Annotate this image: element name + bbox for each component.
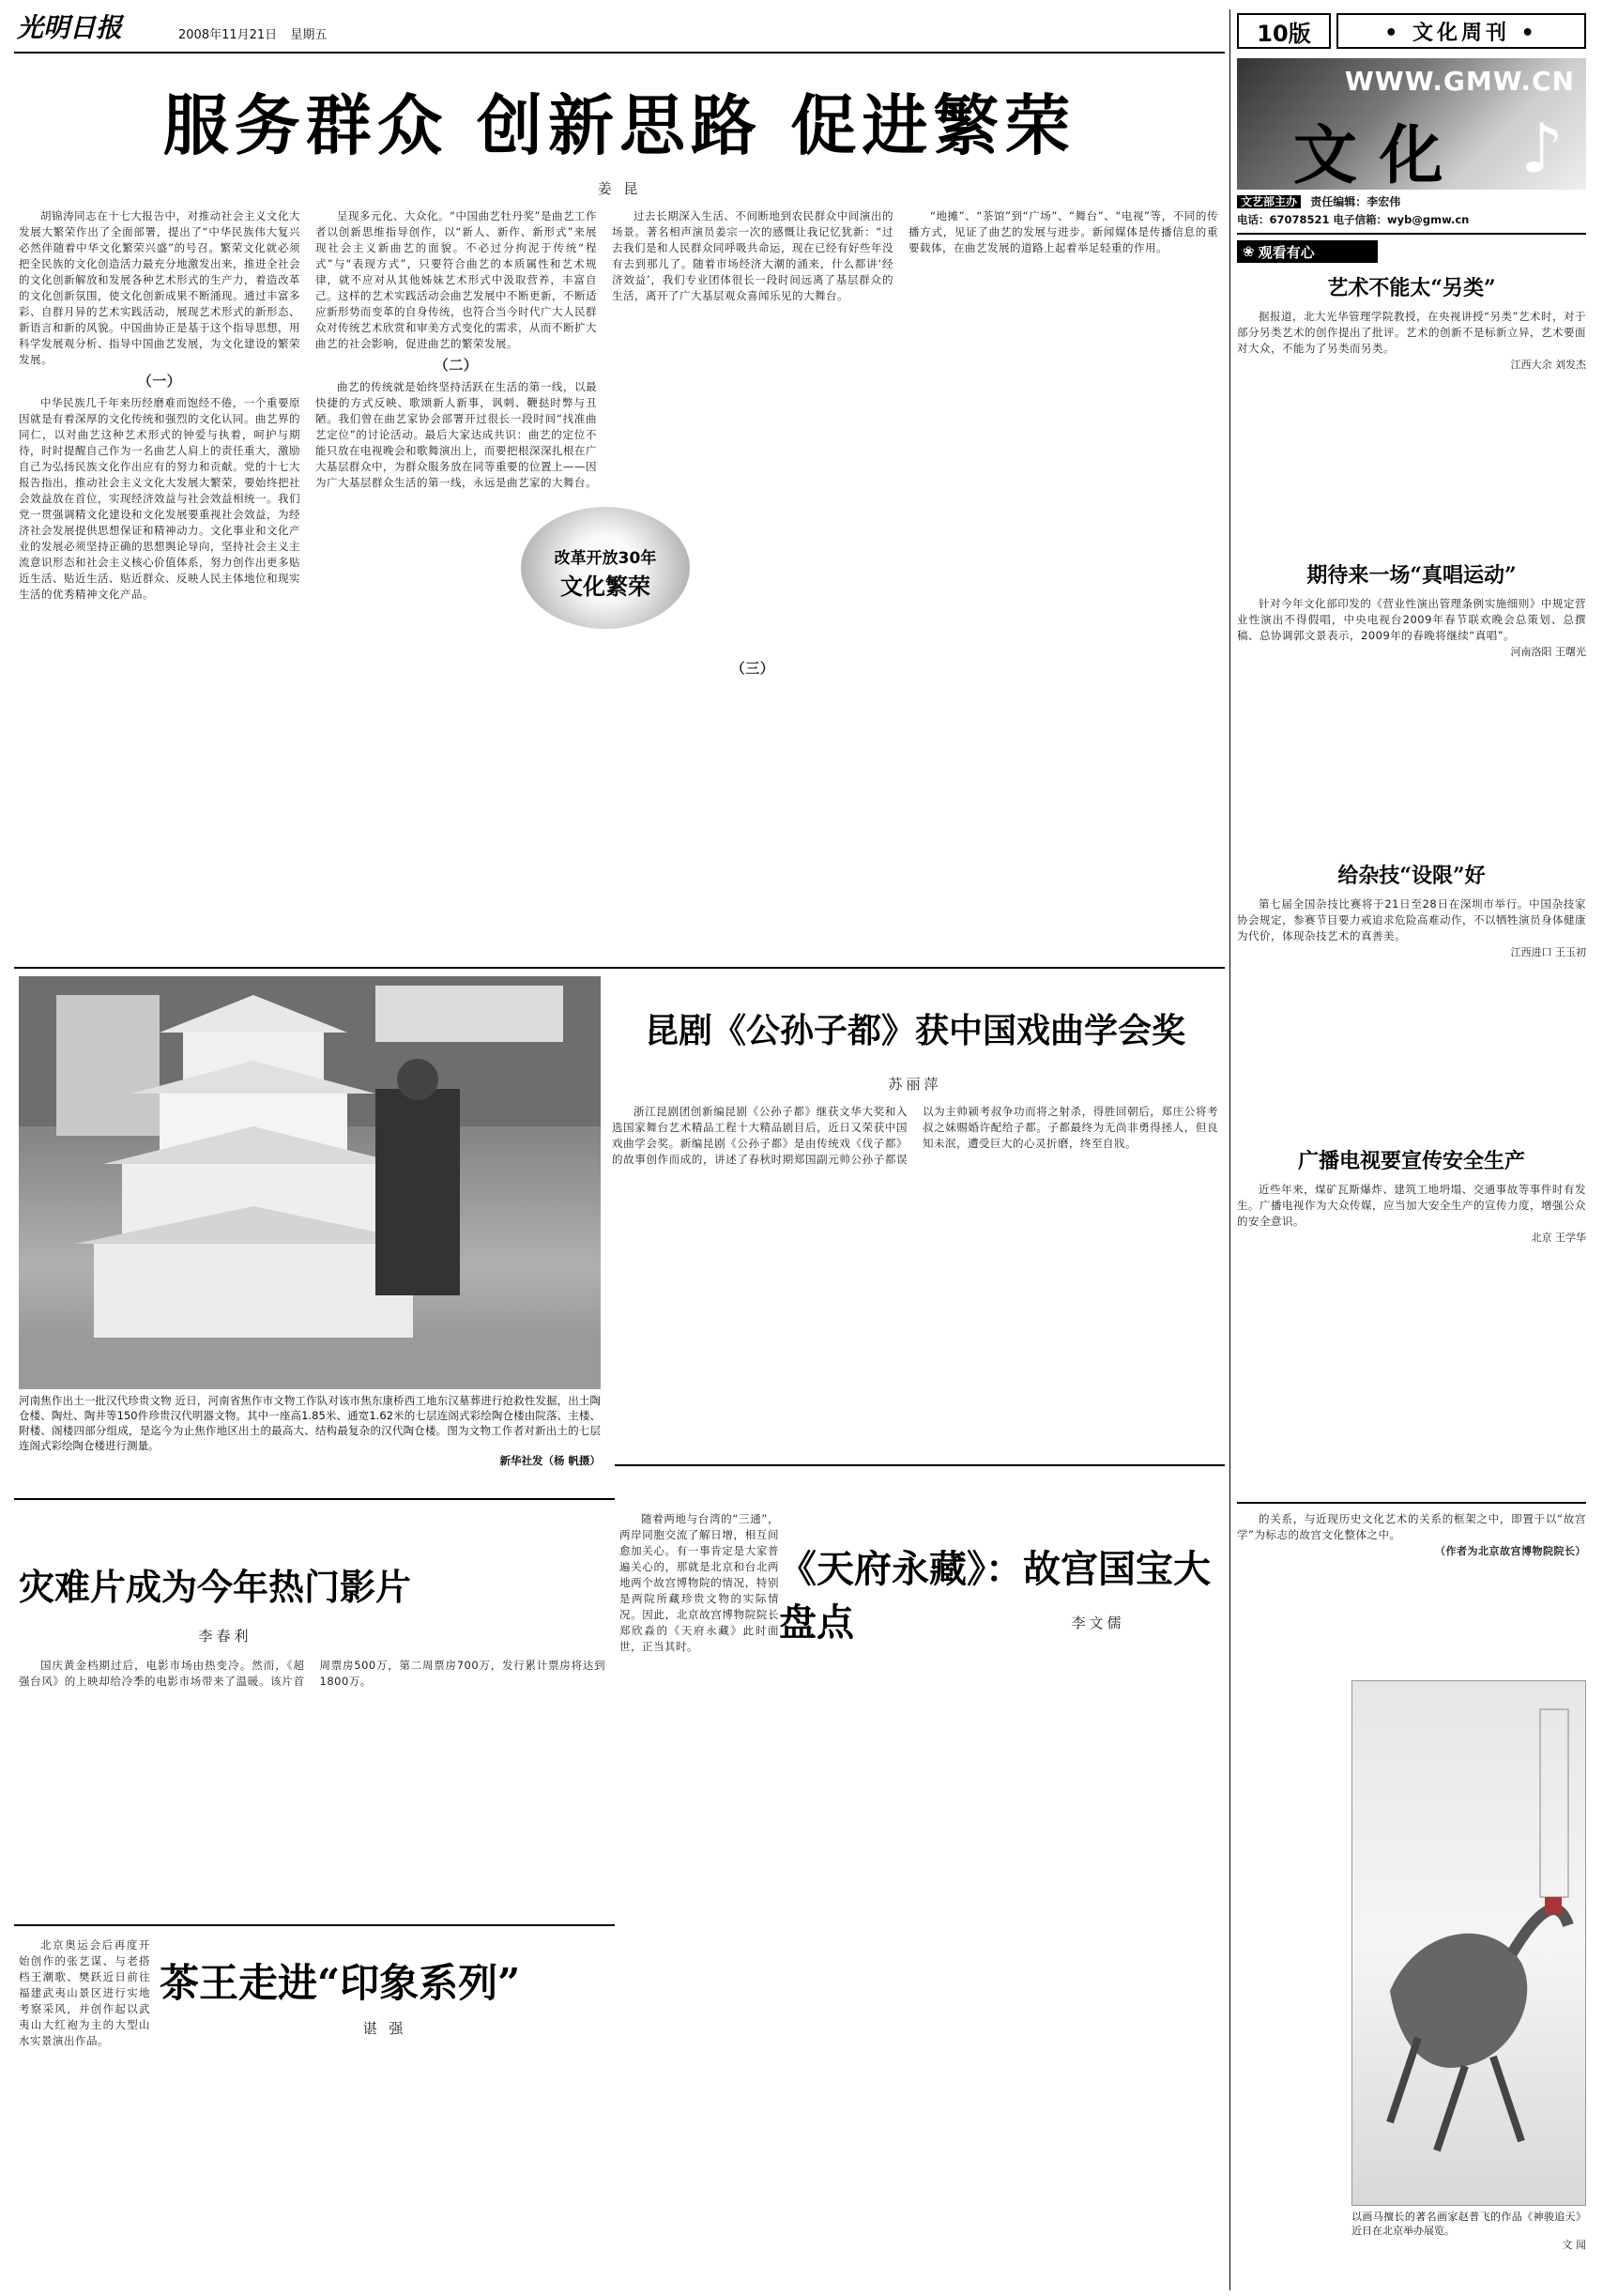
mid-rule-right (615, 1464, 1225, 1466)
reform-badge-title: 改革开放30年 (554, 549, 657, 568)
sidebar-item-2 (1237, 559, 1586, 850)
sidebar-divider (1229, 9, 1230, 2290)
story3-author: 李春利 (198, 1628, 252, 1645)
mid-rule (14, 1498, 615, 1500)
newspaper-logo: 光明日报 (17, 12, 123, 43)
story4-author: 李文儒 (1071, 1615, 1125, 1631)
flower-icon: ❀ (1243, 243, 1255, 260)
painting-sig: 文 闻 (1562, 2239, 1586, 2251)
lead-col1b-text: 中华民族几千年来历经磨难而饱经不倦，一个重要原因就是有着深厚的文化传统和强烈的文化认同。曲艺界的同仁，以对曲艺这种艺术形式的钟爱与执着，呵护与期待，时时提醒自己作为一名曲艺人肩上的责任重大，激励自己为弘扬民族文化作出应有的努力和贡献。党的十七大报告指出，推动社会主义文化大发展大繁荣，要始终把社会效益放在首位，实现经济效益与社会效益相统一。我们党一贯强调精文化建设和文化发展要重视社会效益，为经济社会发展提供思想保证和精神动力。文化事业和文化产业的发展必须坚持正确的思想舆论导向，坚持社会主义主流意识形态和社会主义核心价值体系，努力创作出更多贴近生活、贴近生活、贴近群众、反映人民主体地位和现实生活的优秀精神文化产品。 (19, 396, 300, 601)
pottery-tower-illustration (19, 976, 601, 1389)
sidebar-story4-cont (1237, 1511, 1586, 1661)
sidebar-sig-2: 河南洛阳 王曙光 (1510, 646, 1586, 658)
sidebar-lower-rule (1237, 1502, 1586, 1504)
photo-caption-text: 河南焦作出土一批汉代珍贵文物 近日，河南省焦作市文物工作队对该市焦东康桥西工地东汉墓葬进行抢救性发掘，出土陶仓楼、陶灶、陶井等150件珍贵汉代明器文物。其中一座高1.85米、通宽1.62米的七层连阁式彩绘陶仓楼由院落、主楼、附楼、阁楼四部分组成，是迄今为止焦作地区出土的最高大、结构最复杂的汉代陶仓楼。图为文物工作者对新出土的七层连阁式彩绘陶仓楼进行测量。 (19, 1394, 601, 1452)
sidebar-body-2: 针对今年文化部印发的《营业性演出管理条例实施细则》中规定营业性演出不得假唱，中央电视台2009年春节联欢晚会总策划、总撰稿、总协调郭文景表示，2009年的春晚将继续“真唱”。 (1237, 597, 1586, 642)
lead-col1-text: 胡锦涛同志在十七大报告中，对推动社会主义文化大发展大繁荣作出了全面部署，提出了“中华民族伟大复兴必然伴随着中华文化繁荣兴盛”的号召。繁荣文化就必须把全民族的文化创造活力最充分地激发出来，推进全社会的文化创新解放和发展各种艺术形式的生产力，着造改革的文化创新氛围，使文化创新成果不断涌现。通过丰富多彩、自群月异的艺术实践活动，展现艺术形式的新形态、新语言和新的风貌。中国曲协正是基于这个指导思想，用科学发展观分析、指导中国曲艺发展，为文化建设的繁荣发展。 (19, 209, 300, 366)
music-note-icon: ♪ (1520, 109, 1564, 188)
lead-column-4 (908, 208, 1218, 959)
sidebar-item-3 (1237, 860, 1586, 1141)
lead-col2-text: 呈现多元化、大众化。“中国曲艺牡丹奖”是曲艺工作者以创新思维指导创作，以“新人、新作、新形式”来展现社会主义新曲艺的面貌。不必过分拘泥于传统“程式”与“表现方式”，只要符合曲艺的本质属性和艺术规律，就不应对从其他姊妹艺术形式中汲取营养，丰富自己。这样的艺术实践活动会曲艺发展中不断更新，不断适应新形势而变革的自身传统，也符合当今时代广大人民群众对传统艺术欣赏和审美方式变化的需求，从而不断扩大曲艺的社会影响，促进曲艺的繁荣发展。 (315, 209, 597, 350)
lead-headline (19, 73, 1220, 167)
section-big-title: 文 化 (1293, 118, 1443, 193)
issue-weekday: 星期五 (290, 28, 328, 42)
pottery-tower-photo (19, 976, 601, 1389)
sidebar-badge-label: 观看有心 (1258, 243, 1315, 261)
lower-rule (14, 1924, 615, 1926)
story5-headline (160, 1952, 610, 2009)
sidebar-title-1: 艺术不能太“另类” (1327, 276, 1496, 300)
page-number: 10版 (1257, 20, 1311, 47)
story5-body-text: 北京奥运会后再度开始创作的张艺谋、与老搭档王潮歌、樊跃近日前往福建武夷山景区进行实地考察采风，并创作起以武夷山大红袍为主的大型山水实景演出作品。 (19, 1938, 150, 2047)
story3-body-text: 国庆黄金档期过后，电影市场由热变冷。然而，《超强台风》的上映却给冷季的电影市场带来了温暖。该片首周票房500万，第二周票房700万，发行累计票房将达到1800万。 (19, 1659, 605, 1688)
masthead-rule (14, 52, 1225, 54)
masthead-logo (17, 8, 158, 45)
lead-col2b-text: 曲艺的传统就是始终坚持活跃在生活的第一线，以最快捷的方式反映、歌颂新人新事，讽刺、鞭挞时弊与丑陋。我们曾在曲艺家协会部署开过很长一段时间“找准曲艺定位”的讨论活动。最后大家达成共识：曲艺的定位不能只放在电视晚会和歌舞演出上，而要把根深深扎根在广大基层群众中，为群众服务放在同等重要的位置上——因为广大基层群众生活的第一线，永远是曲艺家的大舞台。 (315, 380, 597, 489)
sidebar-body-3: 第七届全国杂技比赛将于21日至28日在深圳市举行。中国杂技家协会规定，参赛节目要力戒追求危险高难动作，不以牺牲演员身体健康为代价，体现杂技艺术的真善美。 (1237, 897, 1586, 942)
lead-sec2: （二） (434, 357, 479, 374)
reform-30-badge (521, 507, 690, 629)
story3-headline (19, 1558, 450, 1615)
sidebar-story4-sig: （作者为北京故宫博物院院长） (1435, 1545, 1586, 1557)
story2-body (612, 1104, 1218, 1461)
story2-author: 苏丽萍 (888, 1076, 942, 1093)
page-number-badge (1237, 13, 1331, 49)
sidebar-sig-4: 北京 王学华 (1531, 1232, 1586, 1244)
story2-headline (610, 1004, 1220, 1070)
masthead-date (178, 24, 460, 47)
story3-body (19, 1658, 605, 1921)
horse-painting (1351, 1680, 1586, 2206)
painting-caption-text: 以画马擅长的著名画家赵普飞的作品《神骏追天》近日在北京举办展览。 (1351, 2211, 1586, 2237)
photo-caption (19, 1393, 601, 1491)
reform-badge-sub: 文化繁荣 (560, 574, 650, 600)
story4-intro (619, 1511, 779, 1737)
story5-intro (19, 1937, 150, 2078)
issue-date: 2008年11月21日 (178, 28, 278, 42)
story4-headline-text: 《天府永藏》：故宫国宝大盘点 (779, 1547, 1211, 1645)
lead-headline-text: 服务群众 创新思路 促进繁荣 (162, 87, 1076, 164)
lead-sec1: （一） (137, 373, 182, 390)
sidebar-body-4: 近些年来，煤矿瓦斯爆炸、建筑工地坍塌、交通事故等事件时有发生。广播电视作为大众传媒，应当加大安全生产的宣传力度，增强公众的安全意识。 (1237, 1183, 1586, 1228)
sidebar-sig-3: 江西进口 王玉初 (1510, 946, 1586, 958)
painting-caption (1351, 2210, 1586, 2285)
photo-credit: 新华社发（杨 帆摄） (499, 1454, 601, 1467)
sidebar-body-1: 据报道，北大光华管理学院教授，在央视讲授“另类”艺术时，对于部分另类艺术的创作提出了批评。艺术的创新不是标新立异，艺术要面对大众，不能为了另类而另类。 (1237, 310, 1586, 355)
contact-line (1237, 212, 1586, 229)
lead-author: 姜 昆 (597, 180, 642, 197)
lead-col3-text: 过去长期深入生活、不间断地到农民群众中间演出的场景。著名相声演员姜宗一次的感慨让我记忆犹新：“过去我们是和人民群众同呼吸共命运，现在已经有好些年没有去到那儿了。随着市场经济大潮的涌来，什么都讲‘经济效益’，我们专业团体很长一段时间远离了基层群众的生活，离开了广大基层观众喜闻乐见的大舞台。 (612, 209, 893, 302)
section-banner (1237, 58, 1586, 193)
story3-headline-text: 灾难片成为今年热门影片 (19, 1566, 412, 1608)
editor-line (1237, 193, 1586, 212)
sidebar-item-1 (1237, 272, 1586, 554)
section-label: • 文化周刊 • (1384, 21, 1538, 45)
lead-sec3: （三） (730, 660, 775, 677)
website: WWW.GMW.CN (1344, 66, 1575, 97)
sidebar-title-2: 期待来一场“真唱运动” (1306, 563, 1517, 588)
lead-col4-text: “地摊”、“茶馆”到“广场”、“舞台”、“电视”等，不同的传播方式，见证了曲艺的发展与进步。新闻媒体是传播信息的重要载体，在曲艺发展的道路上起着举足轻重的作用。 (908, 209, 1218, 254)
contact: 电话：67078521 电子信箱：wyb@gmw.cn (1237, 213, 1470, 226)
sidebar-top-rule (1237, 233, 1586, 235)
editor: 责任编辑：李宏伟 (1310, 195, 1401, 208)
story2-headline-text: 昆剧《公孙子都》获中国戏曲学会奖 (644, 1011, 1185, 1050)
story5-headline-text: 茶王走进“印象系列” (160, 1960, 521, 2006)
sidebar-badge (1237, 240, 1378, 263)
story2-body-text: 浙江昆剧团创新编昆剧《公孙子都》继获文华大奖和入选国家舞台艺术精品工程十大精品剧目后，近日又荣获中国戏曲学会奖。新编昆剧《公孙子都》是由传统戏《伐子都》的故事创作而成的，讲述了春秋时期郑国副元帅公孙子都误以为主帅颍考叔争功而将之射杀，得胜回朝后，郑庄公将考叔之妹赐婚许配给子都。子都最终为无尚非勇得拯人，但良知未泯，遭受巨大的心灵折磨，终至自戕。 (612, 1105, 1218, 1166)
sidebar-item-4 (1237, 1145, 1586, 1502)
sidebar-story4-cont-text: 的关系，与近现历史文化艺术的关系的框架之中，即置于以“故宫学”为标志的故宫文化整体之中。 (1237, 1512, 1586, 1541)
horse-painting-illustration (1352, 1681, 1587, 2207)
sidebar-title-3: 给杂技“设限”好 (1337, 864, 1486, 888)
lead-column-1 (19, 208, 300, 959)
sidebar-sig-1: 江西大余 刘发杰 (1510, 359, 1586, 371)
story5-author: 谌 强 (362, 2020, 407, 2037)
story4-body-text: 随着两地与台湾的“三通”，两岸同胞交流了解日增，相互间愈加关心。有一事肯定是大家普遍关心的，那就是北京和台北两地两个故宫博物院的情况，特别是两院所藏珍贵文物的实际情况。因此，北京故宫博物院院长郑欣淼的《天府永藏》此时面世，正当其时。 (619, 1512, 779, 1653)
lead-bottom-rule (14, 967, 1225, 969)
section-badge (1336, 13, 1586, 49)
sidebar-title-4: 广播电视要宣传安全生产 (1297, 1149, 1525, 1173)
sponsor: 文艺部主办 (1237, 195, 1301, 208)
